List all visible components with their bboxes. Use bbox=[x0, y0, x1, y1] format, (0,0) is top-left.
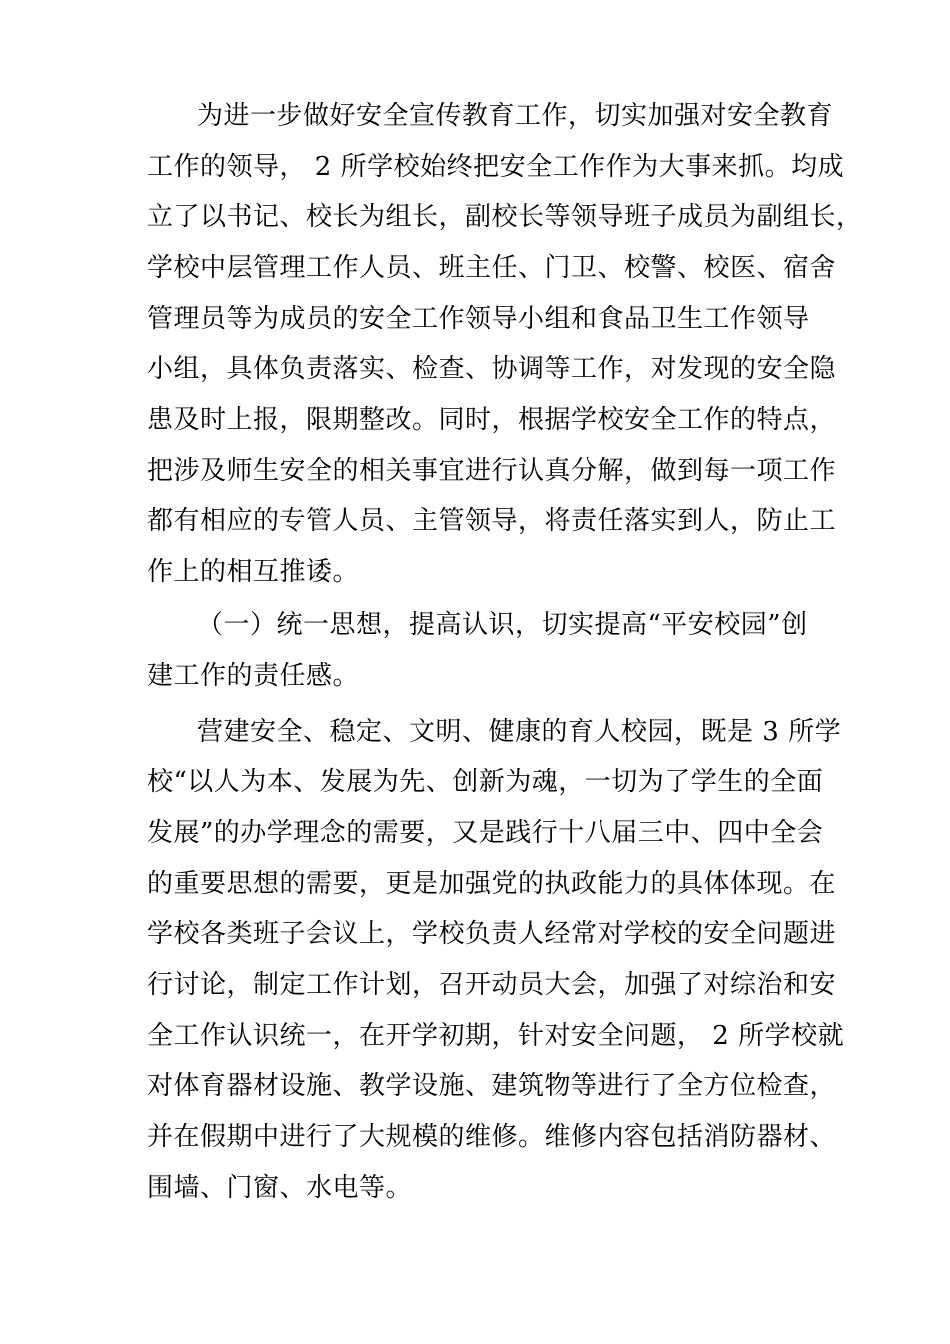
text-line: 的重要思想的需要，更是加强党的执政能力的具体体现。在 bbox=[147, 869, 837, 899]
text-line: 小组，具体负责落实、检查、协调等工作，对发现的安全隐 bbox=[147, 354, 837, 384]
section-heading-line: （一）统一思想，提高认识，切实提高“平安校园”创 bbox=[197, 610, 808, 640]
text-line: 工作的领导， 2 所学校始终把安全工作作为大事来抓。均成 bbox=[147, 152, 845, 182]
text-line: 都有相应的专管人员、主管领导，将责任落实到人，防止工 bbox=[147, 506, 837, 536]
text-line: 对体育器材设施、教学设施、建筑物等进行了全方位检查， bbox=[147, 1071, 837, 1101]
text-line: 校“以人为本、发展为先、创新为魂，一切为了学生的全面 bbox=[147, 767, 824, 797]
text-line: 把涉及师生安全的相关事宜进行认真分解，做到每一项工作 bbox=[147, 456, 837, 486]
text-line: 管理员等为成员的安全工作领导小组和食品卫生工作领导 bbox=[147, 304, 810, 334]
text-line: 并在假期中进行了大规模的维修。维修内容包括消防器材、 bbox=[147, 1122, 837, 1152]
text-line: 患及时上报，限期整改。同时，根据学校安全工作的特点， bbox=[147, 405, 837, 435]
text-line: 学校中层管理工作人员、班主任、门卫、校警、校医、宿舍 bbox=[147, 253, 837, 283]
text-line: 立了以书记、校长为组长，副校长等领导班子成员为副组长， bbox=[147, 202, 863, 232]
text-line: 学校各类班子会议上，学校负责人经常对学校的安全问题进 bbox=[147, 919, 837, 949]
text-line: 作上的相互推诿。 bbox=[147, 557, 360, 587]
text-line: 营建安全、稳定、文明、健康的育人校园，既是 3 所学 bbox=[197, 717, 842, 747]
text-line: 为进一步做好安全宣传教育工作，切实加强对安全教育 bbox=[197, 101, 834, 131]
section-heading-line: 建工作的责任感。 bbox=[147, 661, 360, 691]
text-line: 发展”的办学理念的需要，又是践行十八届三中、四中全会 bbox=[147, 818, 824, 848]
text-line: 全工作认识统一，在开学初期，针对安全问题， 2 所学校就 bbox=[147, 1021, 845, 1051]
text-line: 行讨论，制定工作计划，召开动员大会，加强了对综治和安 bbox=[147, 970, 837, 1000]
text-line: 围墙、门窗、水电等。 bbox=[147, 1173, 413, 1203]
